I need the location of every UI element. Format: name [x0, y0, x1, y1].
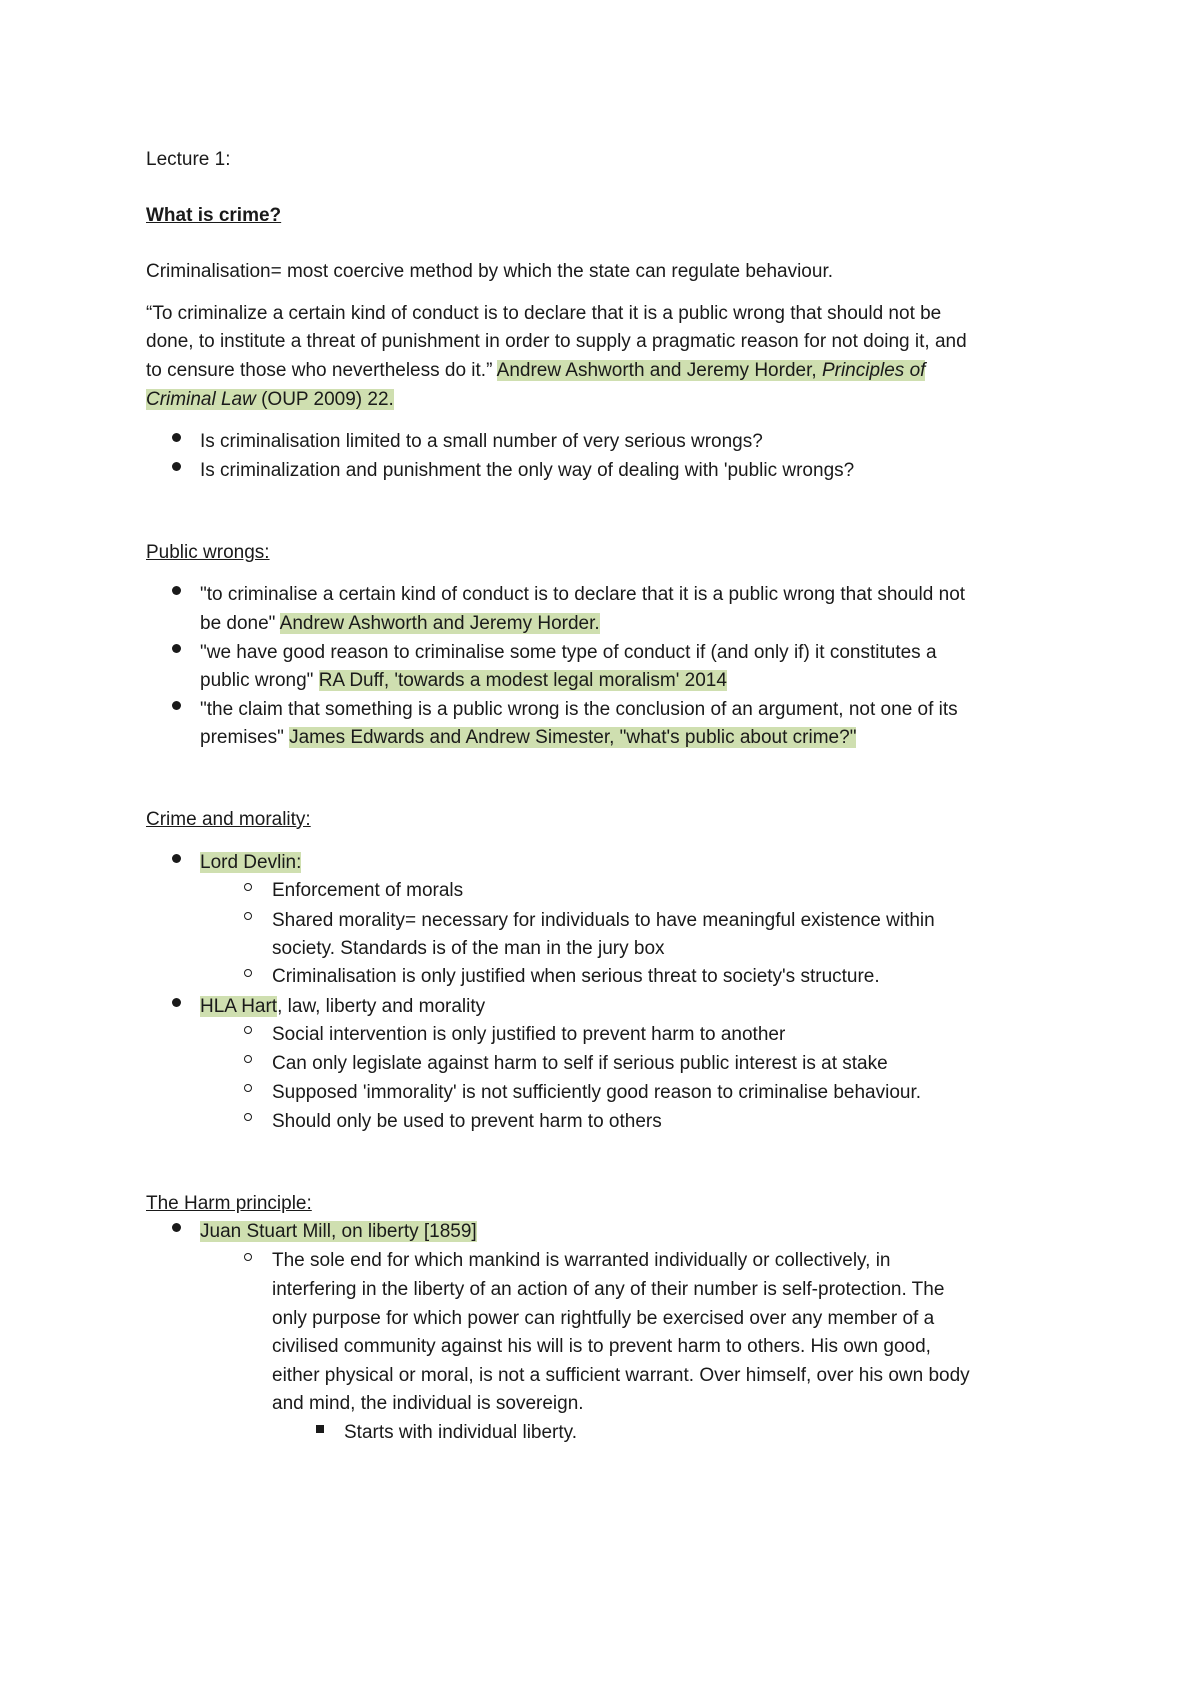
citation-ashworth-horder: Andrew Ashworth and Jeremy Horder, Principles of — [496, 360, 926, 381]
quote-line-3-text: to censure those who nevertheless do it.” — [146, 360, 493, 381]
criminalisation-definition: Criminalisation= most coercive method by which the state can regulate behaviour. — [146, 261, 833, 282]
question-2: Is criminalization and punishment the only way of dealing with 'public wrongs? — [200, 460, 855, 481]
circle-bullet-icon — [244, 912, 252, 920]
public-wrong-1-line1: "to criminalise a certain kind of conduct is to declare that it is a public wrong that should not — [200, 584, 966, 605]
public-wrong-3-line2: premises" James Edwards and Andrew Simester, "what's public about crime?" — [200, 727, 857, 748]
public-wrong-3-line1: "the claim that something is a public wrong is the conclusion of an argument, not one of its — [200, 699, 958, 720]
lecture-title: Lecture 1: — [146, 149, 231, 170]
mill-quote-line-5: either physical or moral, is not a sufficient warrant. Over himself, over his own body — [272, 1365, 970, 1386]
bullet-icon — [172, 644, 181, 653]
citation-highlight: James Edwards and Andrew Simester, "what's public about crime?" — [289, 727, 857, 748]
devlin-label: Lord Devlin: — [200, 852, 302, 873]
question-1: Is criminalisation limited to a small number of very serious wrongs? — [200, 431, 763, 452]
devlin-point-2-cont: society. Standards is of the man in the jury box — [272, 938, 665, 959]
heading-crime-morality: Crime and morality: — [146, 809, 311, 830]
circle-bullet-icon — [244, 1084, 252, 1092]
hart-point-1: Social intervention is only justified to prevent harm to another — [272, 1024, 786, 1045]
square-bullet-icon — [316, 1425, 324, 1433]
heading-harm-principle: The Harm principle: — [146, 1193, 312, 1214]
circle-bullet-icon — [244, 1026, 252, 1034]
circle-bullet-icon — [244, 969, 252, 977]
bullet-icon — [172, 998, 181, 1007]
bullet-icon — [172, 701, 181, 710]
hart-point-3: Supposed 'immorality' is not sufficiently good reason to criminalise behaviour. — [272, 1082, 922, 1103]
bullet-icon — [172, 1223, 181, 1232]
public-wrong-2-line2: public wrong" RA Duff, 'towards a modest legal moralism' 2014 — [200, 670, 727, 691]
hart-point-4: Should only be used to prevent harm to others — [272, 1111, 662, 1132]
circle-bullet-icon — [244, 1055, 252, 1063]
citation-highlight: Andrew Ashworth and Jeremy Horder. — [279, 613, 600, 634]
bullet-icon — [172, 462, 181, 471]
devlin-point-2: Shared morality= necessary for individuals to have meaningful existence within — [272, 910, 935, 931]
public-wrong-1-line2: be done" Andrew Ashworth and Jeremy Horder. — [200, 613, 600, 634]
bullet-icon — [172, 854, 181, 863]
hart-point-2: Can only legislate against harm to self if serious public interest is at stake — [272, 1053, 888, 1074]
bullet-icon — [172, 433, 181, 442]
quote-line-2: done, to institute a threat of punishment in order to supply a pragmatic reason for not doing it, and — [146, 331, 967, 352]
circle-bullet-icon — [244, 883, 252, 891]
mill-quote-line-6: and mind, the individual is sovereign. — [272, 1393, 584, 1414]
devlin-point-1: Enforcement of morals — [272, 880, 464, 901]
heading-public-wrongs: Public wrongs: — [146, 542, 270, 563]
mill-quote-line-1: The sole end for which mankind is warranted individually or collectively, in — [272, 1250, 891, 1271]
citation-highlight: RA Duff, 'towards a modest legal moralism' 2014 — [318, 670, 727, 691]
circle-bullet-icon — [244, 1253, 252, 1261]
mill-sub-point: Starts with individual liberty. — [344, 1422, 578, 1443]
hart-label: HLA Hart, law, liberty and morality — [200, 996, 486, 1017]
mill-quote-line-3: only purpose for which power can rightfully be exercised over any member of a — [272, 1308, 935, 1329]
heading-what-is-crime: What is crime? — [146, 205, 282, 226]
quote-line-4 — [146, 387, 394, 413]
citation-ashworth-horder-cont: Criminal Law (OUP 2009) 22. — [146, 389, 394, 410]
bullet-icon — [172, 586, 181, 595]
public-wrong-2-line1: "we have good reason to criminalise some type of conduct if (and only if) it constitutes a — [200, 642, 937, 663]
mill-quote-line-4: civilised community against his will is to prevent harm to others. His own good, — [272, 1336, 931, 1357]
devlin-point-3: Criminalisation is only justified when serious threat to society's structure. — [272, 966, 880, 987]
circle-bullet-icon — [244, 1113, 252, 1121]
quote-line-1: “To criminalize a certain kind of conduct is to declare that it is a public wrong that should not be — [146, 303, 942, 324]
mill-quote-line-2: interfering in the liberty of an action of any of their number is self-protection. The — [272, 1279, 945, 1300]
quote-line-3 — [146, 358, 925, 384]
mill-label: Juan Stuart Mill, on liberty [1859] — [200, 1221, 477, 1242]
